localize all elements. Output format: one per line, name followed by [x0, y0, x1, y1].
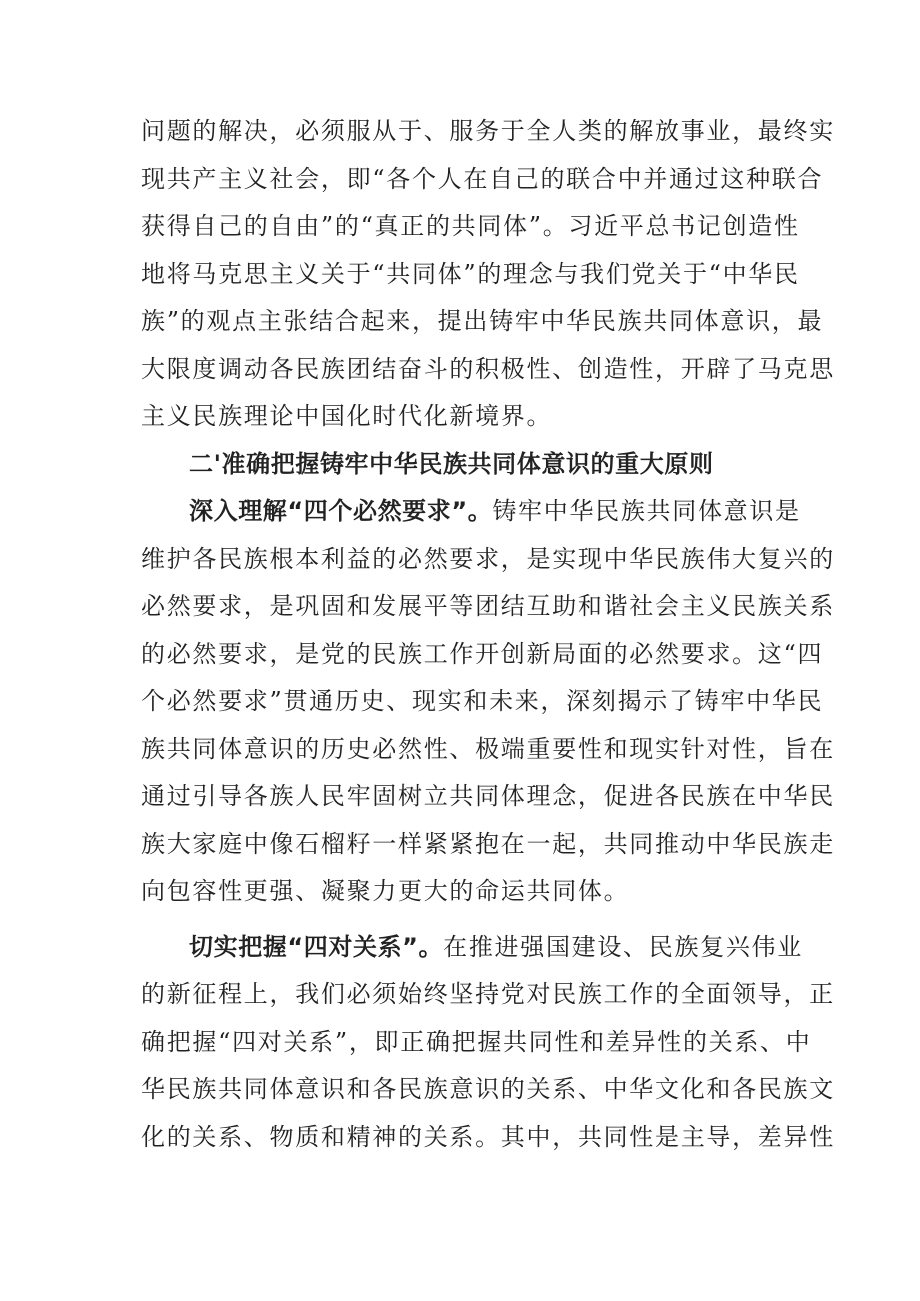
text-line: 大限度调动各民族团结奋斗的积极性、创造性，开辟了马克思 [141, 354, 835, 383]
text-line: 华民族共同体意识和各民族意识的关系、中华文化和各民族文 [141, 1075, 835, 1103]
section-heading: 二'准确把握铸牢中华民族共同体意识的重大原则 [189, 449, 714, 478]
paragraph-3 [141, 924, 835, 1162]
text-line: 族”的观点主张结合起来，提出铸牢中华民族共同体意识，最 [141, 307, 824, 335]
text-line [141, 488, 801, 536]
text-line: 获得自己的自由”的“真正的共同体”。习近平总书记创造性 [141, 212, 800, 240]
paragraph-lead: 切实把握“四对关系”。 [189, 932, 444, 961]
text-line: 问题的解决，必须服从于、服务于全人类的解放事业，最终实 [141, 117, 835, 145]
text-line: 现共产主义社会，即“各个人在自己的联合中并通过这种联合 [141, 164, 824, 193]
text-line: 确把握“四对关系”，即正确把握共同性和差异性的关系、中 [141, 1027, 812, 1056]
text-line: 的必然要求，是党的民族工作开创新局面的必然要求。这“四 [141, 639, 824, 668]
text-line: 通过引导各族人民牢固树立共同体理念，促进各民族在中华民 [141, 782, 835, 810]
paragraph-1 [141, 108, 835, 441]
text-line: 必然要求，是巩固和发展平等团结互助和谐社会主义民族关系 [141, 592, 835, 620]
text-run: 铸牢中华民族共同体意识是 [492, 497, 801, 525]
paragraph-lead: 深入理解“四个必然要求”。 [189, 497, 493, 525]
text-line: 地将马克思主义关于“共同体”的理念与我们党关于“中华民 [141, 259, 800, 288]
document-body [141, 108, 835, 1161]
paragraph-gap [141, 916, 765, 924]
text-line: 维护各民族根本利益的必然要求，是实现中华民族伟大复兴的 [141, 544, 835, 573]
paragraph-2 [141, 488, 835, 916]
text-line: 的新征程上，我们必须始终坚持党对民族工作的全面领导，正 [141, 980, 835, 1008]
text-line: 族大家庭中像石榴籽一样紧紧抱在一起，共同推动中华民族走 [141, 829, 835, 858]
text-line: 向包容性更强、凝聚力更大的命运共同体。 [141, 877, 630, 905]
text-line [141, 924, 803, 972]
text-line: 个必然要求”贯通历史、现实和未来，深刻揭示了铸牢中华民 [141, 687, 824, 715]
text-line: 主义民族理论中国化时代化新境界。 [141, 402, 553, 430]
text-run: 在推进强国建设、民族复兴伟业 [443, 932, 803, 961]
text-line: 化的关系、物质和精神的关系。其中，共同性是主导，差异性 [141, 1122, 835, 1151]
text-line: 族共同体意识的历史必然性、极端重要性和现实针对性，旨在 [141, 734, 835, 763]
